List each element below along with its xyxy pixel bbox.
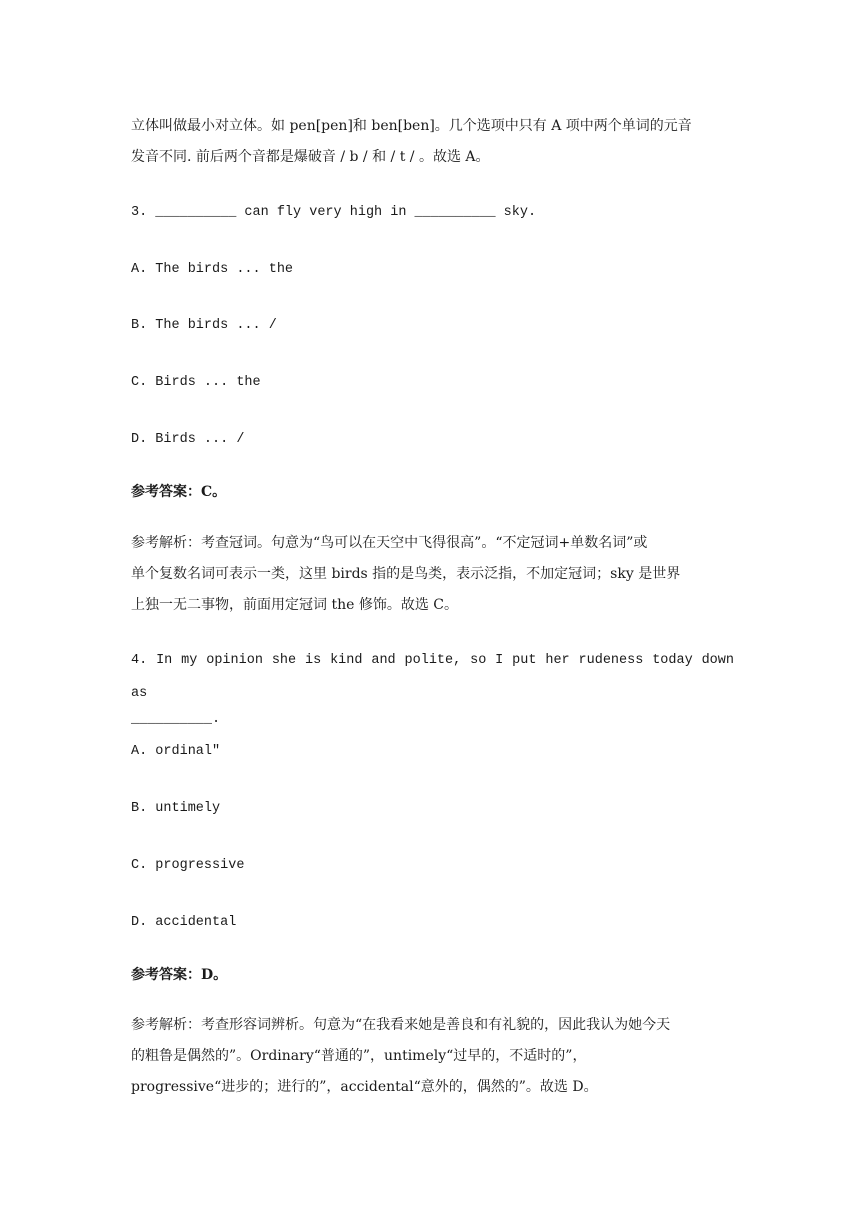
q3-analysis-line-1: 参考解析：考查冠词。句意为“鸟可以在天空中飞得很高”。“不定冠词+单数名词”或 — [131, 535, 648, 551]
q4-stem-line-2: __________. — [131, 712, 221, 727]
q2-analysis-line-2: 发音不同. 前后两个音都是爆破音 / b / 和 / t / 。故选 A。 — [131, 149, 490, 165]
q3-option-c: C. Birds ... the — [131, 375, 261, 390]
q3-analysis-line-2: 单个复数名词可表示一类，这里 birds 指的是鸟类，表示泛指，不加定冠词；sky 是世界 — [131, 566, 681, 582]
q4-stem-line-1: 4. In my opinion she is kind and polite, so I put her rudeness today down as — [131, 653, 734, 701]
q3-option-d: D. Birds ... / — [131, 432, 245, 447]
q4-option-b: B. untimely — [131, 801, 221, 816]
q3-stem: 3. __________ can fly very high in __________ sky. — [131, 205, 537, 220]
q4-stem — [131, 644, 734, 730]
q3-answer: 参考答案：C。 — [131, 484, 227, 500]
q4-analysis-line-1: 参考解析：考查形容词辨析。句意为“在我看来她是善良和有礼貌的，因此我认为她今天 — [131, 1017, 671, 1033]
q2-analysis-line-1: 立体叫做最小对立体。如 pen[pen]和 ben[ben]。几个选项中只有 A 项中两个单词的元音 — [131, 118, 692, 134]
q4-option-a: A. ordinal″ — [131, 744, 221, 759]
q2-analysis-continued — [131, 111, 734, 173]
q3-analysis-line-3: 上独一无二事物，前面用定冠词 the 修饰。故选 C。 — [131, 597, 458, 613]
q4-option-c: C. progressive — [131, 858, 245, 873]
q3-option-b: B. The birds ... / — [131, 318, 277, 333]
q4-analysis-line-3: progressive“进步的；进行的”，accidental“意外的，偶然的”。故选 D。 — [131, 1079, 598, 1095]
q4-answer: 参考答案：D。 — [131, 967, 228, 983]
q3-analysis — [131, 528, 734, 621]
q4-analysis — [131, 1010, 734, 1103]
q4-analysis-line-2: 的粗鲁是偶然的”。Ordinary“普通的”，untimely“过早的，不适时的”， — [131, 1048, 587, 1064]
q4-option-d: D. accidental — [131, 915, 237, 930]
q3-option-a: A. The birds ... the — [131, 262, 294, 277]
